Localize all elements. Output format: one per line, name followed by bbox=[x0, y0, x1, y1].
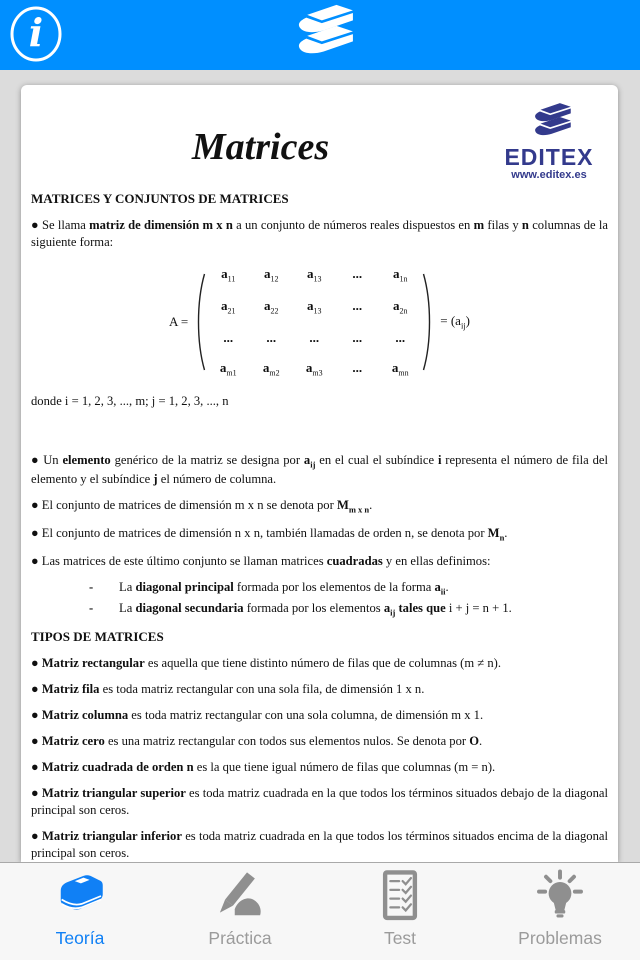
writing-hand-icon bbox=[212, 863, 268, 927]
tab-label: Práctica bbox=[208, 928, 272, 948]
editex-brand-text: EDITEX bbox=[504, 144, 594, 170]
section-heading-matrices: MATRICES Y CONJUNTOS DE MATRICES bbox=[31, 191, 289, 207]
paragraph-triangular-inferior: ● Matriz triangular inferior es toda matriz cuadrada en la que todos los términos situados encima de la diagonal principal son ceros. bbox=[31, 828, 608, 860]
paragraph-elemento: ● Un elemento genérico de la matriz se designa por $a_{ij}$ en el cual el subíndice i representa el número de fila del elemento y el subíndice j el número de columna. bbox=[31, 453, 608, 487]
page-title: Matrices bbox=[191, 126, 330, 168]
document-content bbox=[31, 190, 608, 862]
left-paren bbox=[195, 272, 206, 372]
paragraph-conjunto-nxn: ● El conjunto de matrices de dimensión n x n, también llamadas de orden n, se denota por $M_n$. bbox=[31, 526, 508, 543]
paragraph-matriz-columna: ● Matriz columna es toda matriz rectangular con una sola columna, de dimensión m x 1. bbox=[31, 707, 484, 722]
paragraph-cuadradas: ● Las matrices de este último conjunto se llaman matrices cuadradas y en ellas definimos: bbox=[31, 554, 491, 569]
paragraph-matriz-rectangular: ● Matriz rectangular es aquella que tiene distinto número de filas que de columnas (m ≠ n). bbox=[31, 655, 501, 670]
paragraph-matriz-cero: ● Matriz cero es una matriz rectangular con todos sus elementos nulos. Se denota por O. bbox=[31, 733, 483, 748]
matrix-equation bbox=[31, 261, 608, 384]
tab-practica[interactable] bbox=[160, 863, 320, 960]
list-item-diagonal-secundaria bbox=[89, 600, 608, 619]
editex-url-text: www.editex.es bbox=[511, 169, 587, 182]
editex-logo bbox=[490, 95, 608, 181]
list-item-diagonal-principal bbox=[89, 579, 608, 598]
dash: - bbox=[89, 580, 94, 595]
book-icon bbox=[52, 863, 108, 927]
dash: - bbox=[89, 601, 94, 616]
tab-label: Teoría bbox=[55, 928, 105, 948]
stacked-books-icon bbox=[274, 3, 366, 67]
tab-label: Test bbox=[383, 928, 417, 948]
paragraph-matriz-cuadrada: ● Matriz cuadrada de orden n es la que tiene igual número de filas que columnas (m = n). bbox=[31, 759, 496, 774]
document-title-row bbox=[31, 95, 608, 181]
list-item-text: La diagonal principal formada por los elementos de la forma $a_{ii}$. bbox=[119, 580, 449, 597]
info-icon bbox=[7, 10, 65, 67]
paragraph-definicion-matriz: ● Se llama matriz de dimensión m x n a un conjunto de números reales dispuestos en m filas y n columnas de la siguiente forma: bbox=[31, 217, 608, 249]
tab-bar bbox=[0, 862, 640, 960]
tab-test[interactable] bbox=[320, 863, 480, 960]
tab-label: Problemas bbox=[518, 928, 602, 948]
tab-problemas[interactable] bbox=[480, 863, 640, 960]
document-scroll[interactable] bbox=[21, 85, 618, 862]
list-item-text: La diagonal secundaria formada por los elementos $a_{ij}$ tales que i + j = n + 1. bbox=[119, 601, 512, 618]
matrix-lhs: A = bbox=[168, 314, 189, 330]
lightbulb-icon bbox=[532, 863, 588, 927]
section-heading-tipos: TIPOS DE MATRICES bbox=[31, 629, 164, 645]
editex-books-icon bbox=[490, 101, 608, 145]
paragraph-conjunto-mxn: ● El conjunto de matrices de dimensión m x n se denota por $M_{m x n}$. bbox=[31, 498, 373, 515]
matrix-rhs: = $(a_{ij})$ bbox=[440, 313, 471, 331]
svg-text:i: i bbox=[28, 10, 44, 55]
info-button[interactable] bbox=[7, 4, 65, 64]
right-paren bbox=[422, 272, 433, 372]
checklist-icon bbox=[372, 863, 428, 927]
matrix-grid: $a_{11}$ $a_{12}$ $a_{13}$ ... $a_{1n}$ $a_{21}$ $a_{22}$ $a_{13}$ ... $a_{2n}$ ... ... ... ... ... $a_{m1}$ $a_{m2}$ $a_{m3}$ ... $a_{mn}$ bbox=[219, 265, 409, 378]
paragraph-matriz-fila: ● Matriz fila es toda matriz rectangular con una sola fila, de dimensión 1 x n. bbox=[31, 681, 425, 696]
tab-teoria[interactable] bbox=[0, 863, 160, 960]
paragraph-donde: donde i = 1, 2, 3, ..., m; j = 1, 2, 3, ..., n bbox=[31, 394, 229, 409]
paragraph-triangular-superior: ● Matriz triangular superior es toda matriz cuadrada en la que todos los términos situados debajo de la diagonal principal son ceros. bbox=[31, 785, 608, 817]
app-header bbox=[0, 0, 640, 70]
